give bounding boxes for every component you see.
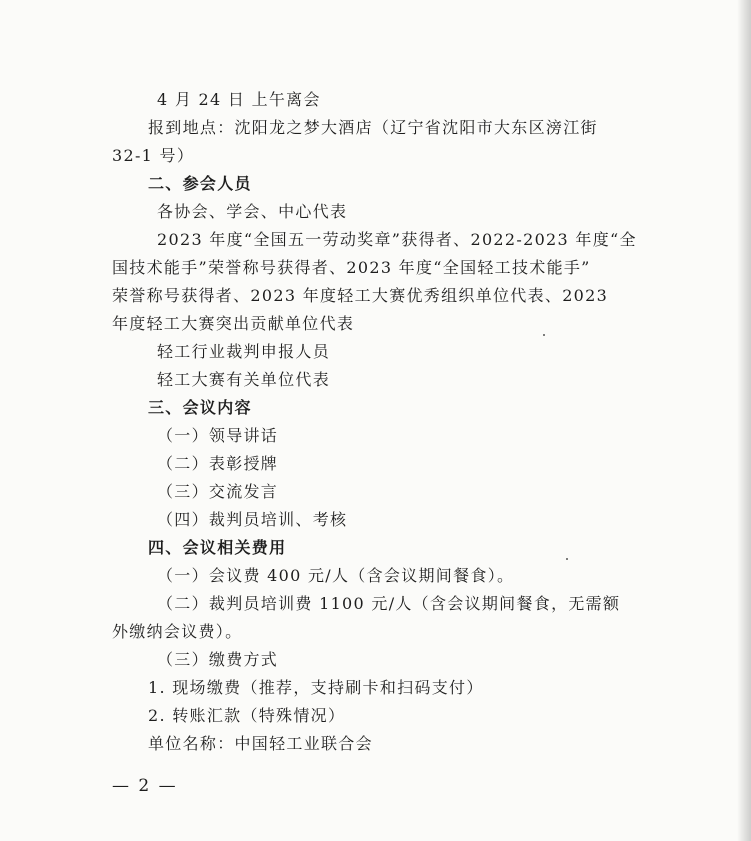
agenda-item-speech: （一）领导讲话 xyxy=(157,426,279,445)
scan-shadow-edge xyxy=(737,0,751,841)
attendee-awards-line-2: 国技术能手”荣誉称号获得者、2023 年度“全国轻工技术能手” xyxy=(112,258,591,277)
scan-speck xyxy=(543,334,545,336)
fee-item-meeting: （一）会议费 400 元/人（含会议期间餐食）。 xyxy=(157,566,515,585)
attendee-item-referees: 轻工行业裁判申报人员 xyxy=(157,342,331,361)
section-heading-fees: 四、会议相关费用 xyxy=(148,538,287,557)
attendee-awards-line-3: 荣誉称号获得者、2023 年度轻工大赛优秀组织单位代表、2023 xyxy=(112,286,609,305)
checkin-location-line-2: 32-1 号） xyxy=(112,146,195,165)
attendee-item-associations: 各协会、学会、中心代表 xyxy=(157,202,348,221)
section-heading-agenda: 三、会议内容 xyxy=(148,398,252,417)
page-number: — 2 — xyxy=(112,776,178,796)
scan-speck xyxy=(566,558,568,560)
section-heading-attendees: 二、参会人员 xyxy=(148,174,252,193)
fee-item-training-line-1: （二）裁判员培训费 1100 元/人（含会议期间餐食，无需额 xyxy=(157,594,621,613)
payment-option-onsite: 1. 现场缴费（推荐，支持刷卡和扫码支付） xyxy=(148,678,484,697)
agenda-item-training: （四）裁判员培训、考核 xyxy=(157,510,348,529)
agenda-item-exchange: （三）交流发言 xyxy=(157,482,279,501)
payee-name: 单位名称：中国轻工业联合会 xyxy=(148,734,373,753)
attendee-item-units: 轻工大赛有关单位代表 xyxy=(157,370,331,389)
attendee-awards-line-1: 2023 年度“全国五一劳动奖章”获得者、2022-2023 年度“全 xyxy=(157,230,637,249)
payment-method-heading: （三）缴费方式 xyxy=(157,650,279,669)
fee-item-training-line-2: 外缴纳会议费）。 xyxy=(112,622,243,641)
attendee-awards-line-4: 年度轻工大赛突出贡献单位代表 xyxy=(112,314,355,333)
payment-option-transfer: 2. 转账汇款（特殊情况） xyxy=(148,706,346,725)
checkin-location-line-1: 报到地点：沈阳龙之梦大酒店（辽宁省沈阳市大东区滂江街 xyxy=(148,118,598,137)
schedule-departure: 4 月 24 日 上午离会 xyxy=(157,90,321,109)
agenda-item-award: （二）表彰授牌 xyxy=(157,454,279,473)
